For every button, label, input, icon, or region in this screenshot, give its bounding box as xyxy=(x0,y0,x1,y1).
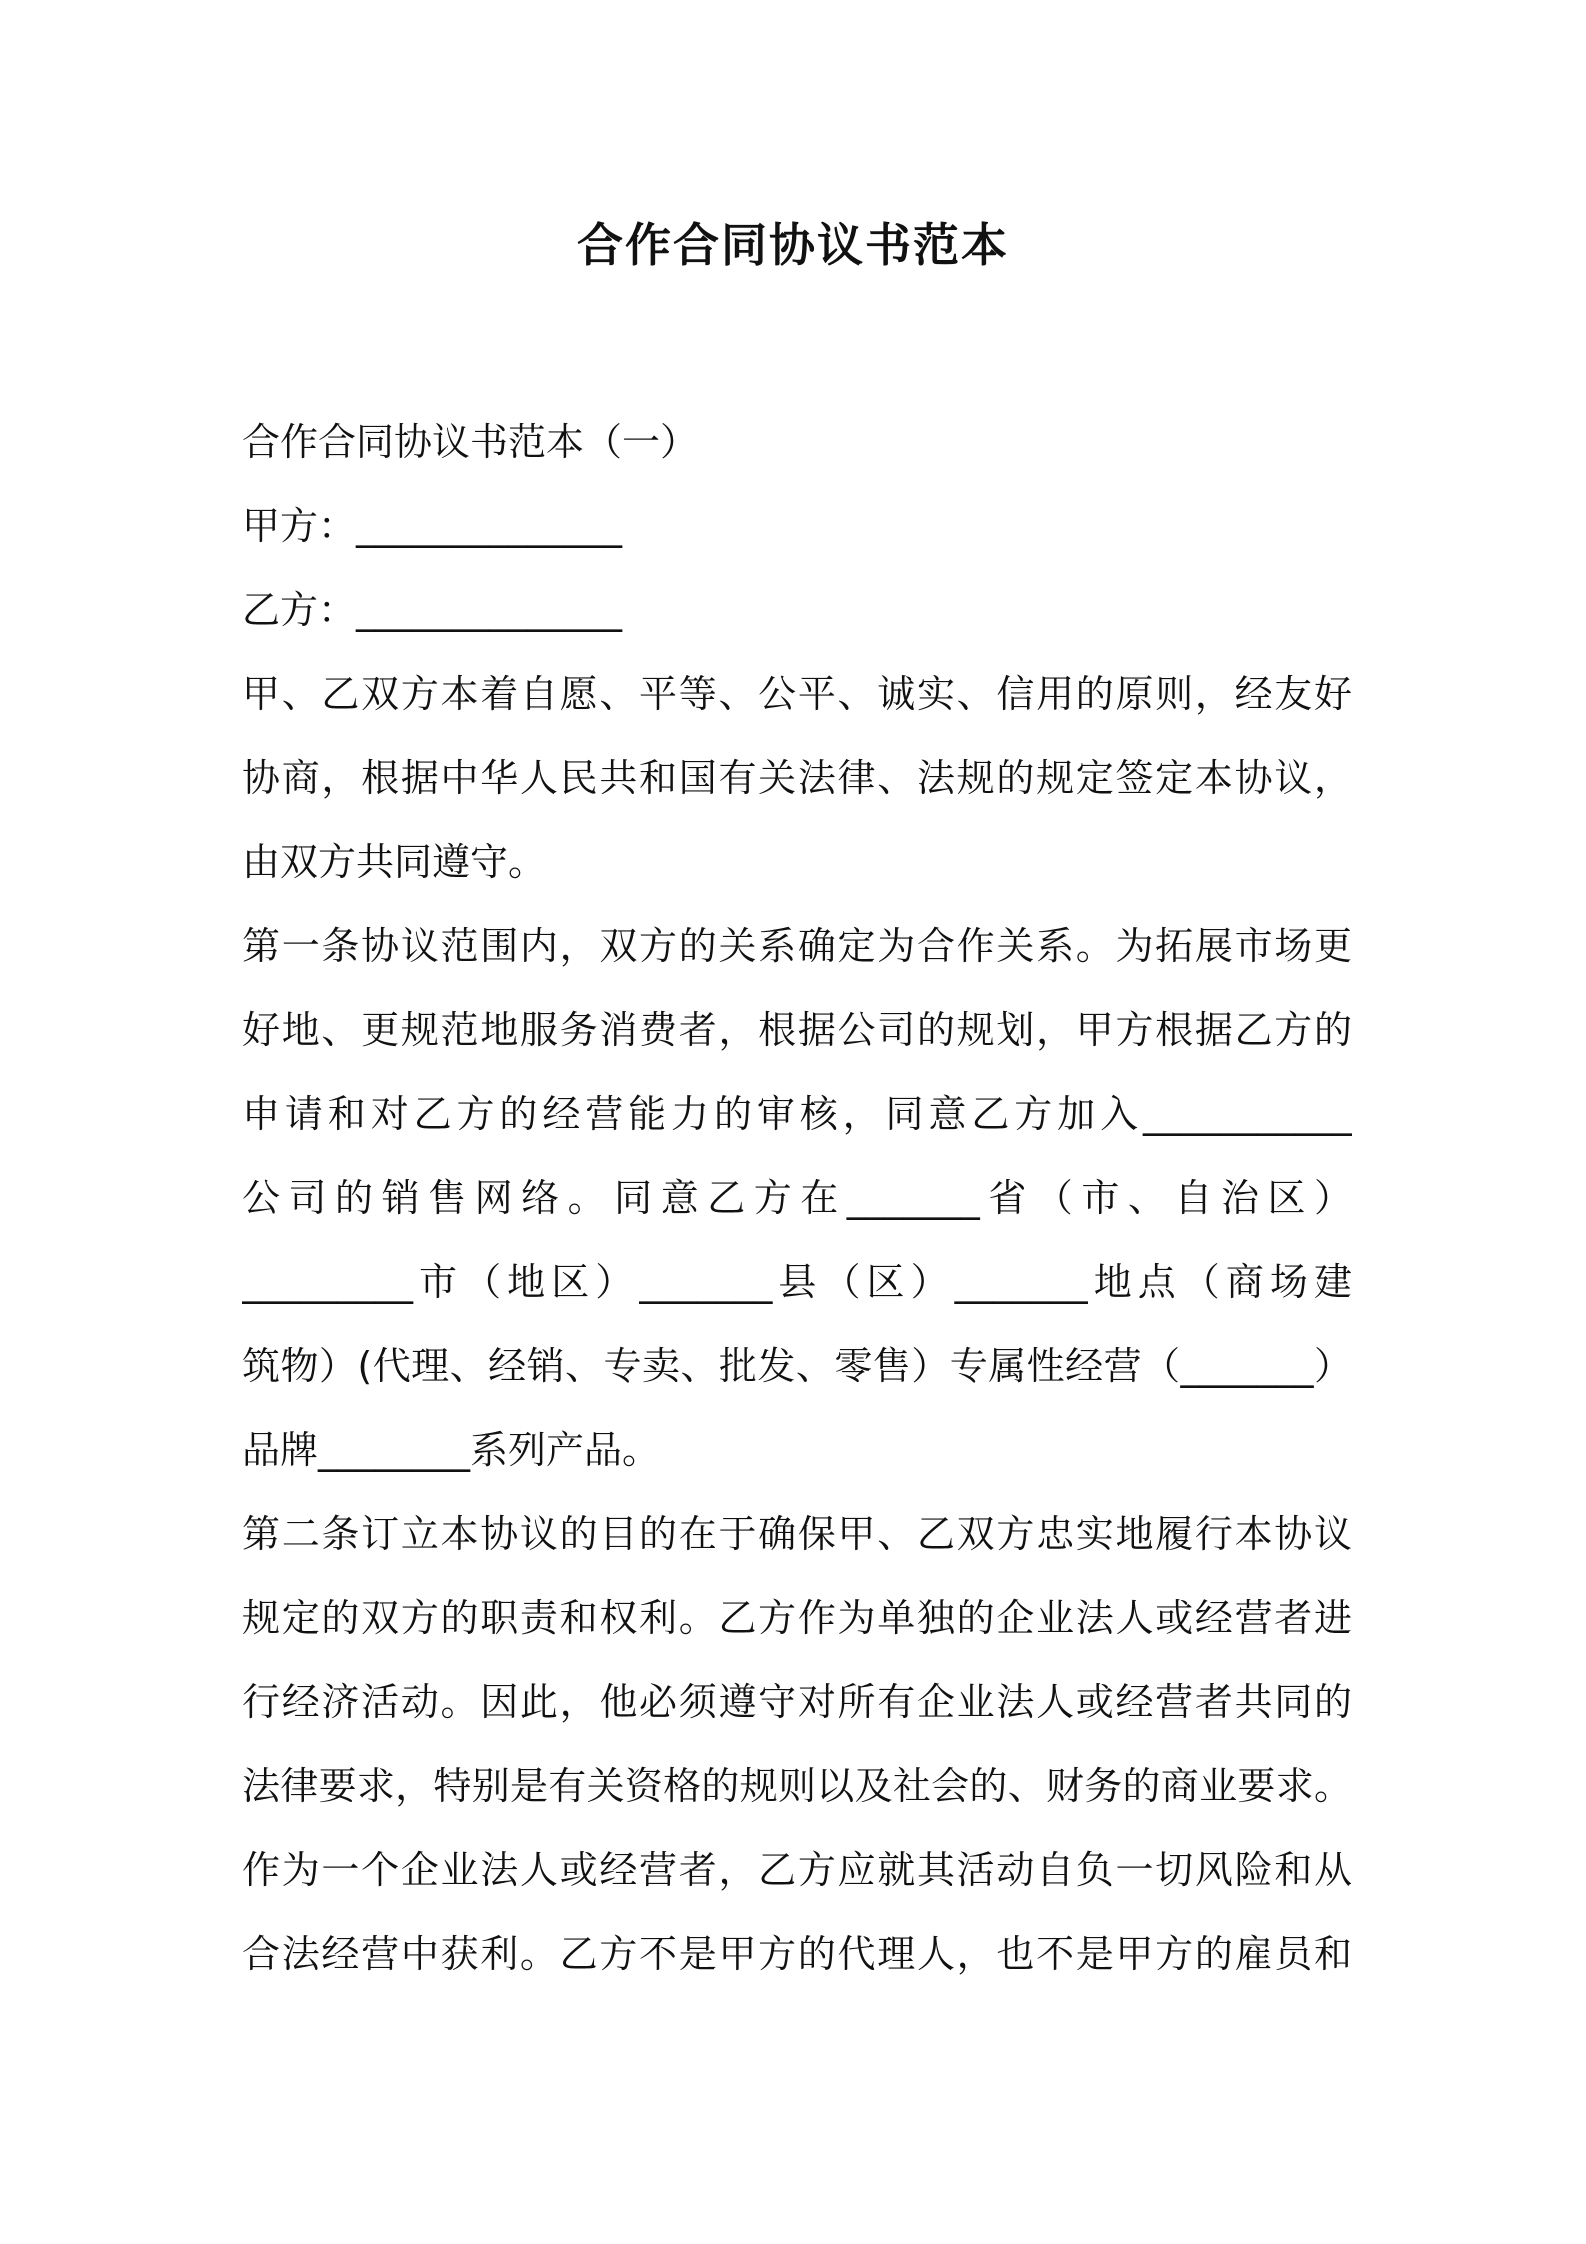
document-body xyxy=(242,400,1352,1996)
text-line: 规定的双方的职责和权利。乙方作为单独的企业法人或经营者进 xyxy=(242,1596,1352,1640)
text-line: 甲、乙双方本着自愿、平等、公平、诚实、信用的原则，经友好 xyxy=(242,672,1352,716)
text-line: 协商，根据中华人民共和国有关法律、法规的规定签定本协议， xyxy=(242,756,1352,800)
text-line: 合法经营中获利。乙方不是甲方的代理人，也不是甲方的雇员和 xyxy=(242,1932,1352,1976)
text-line: 好地、更规范地服务消费者，根据公司的规划，甲方根据乙方的 xyxy=(242,1008,1352,1052)
section-heading: 合作合同协议书范本（一） xyxy=(242,420,699,464)
text-line: 法律要求，特别是有关资格的规则以及社会的、财务的商业要求。 xyxy=(242,1764,1352,1808)
text-line: 申请和对乙方的经营能力的审核，同意乙方加入___________ xyxy=(242,1092,1352,1136)
text-line: 筑物）(代理、经销、专卖、批发、零售）专属性经营（_______） xyxy=(242,1344,1352,1388)
text-line: 品牌________系列产品。 xyxy=(242,1428,661,1472)
party-b-line: 乙方：______________ xyxy=(242,588,623,632)
text-line: _________市（地区）_______县（区）_______地点（商场建 xyxy=(242,1260,1352,1304)
text-line: 公司的销售网络。同意乙方在_______省（市、自治区） xyxy=(242,1176,1352,1220)
party-a-line: 甲方：______________ xyxy=(242,504,623,548)
text-line: 第一条协议范围内，双方的关系确定为合作关系。为拓展市场更 xyxy=(242,924,1352,968)
text-line: 由双方共同遵守。 xyxy=(242,840,547,884)
text-line: 第二条订立本协议的目的在于确保甲、乙双方忠实地履行本协议 xyxy=(242,1512,1352,1556)
text-line: 作为一个企业法人或经营者，乙方应就其活动自负一切风险和从 xyxy=(242,1848,1352,1892)
document-title: 合作合同协议书范本 xyxy=(577,218,1009,272)
text-line: 行经济活动。因此，他必须遵守对所有企业法人或经营者共同的 xyxy=(242,1680,1352,1724)
